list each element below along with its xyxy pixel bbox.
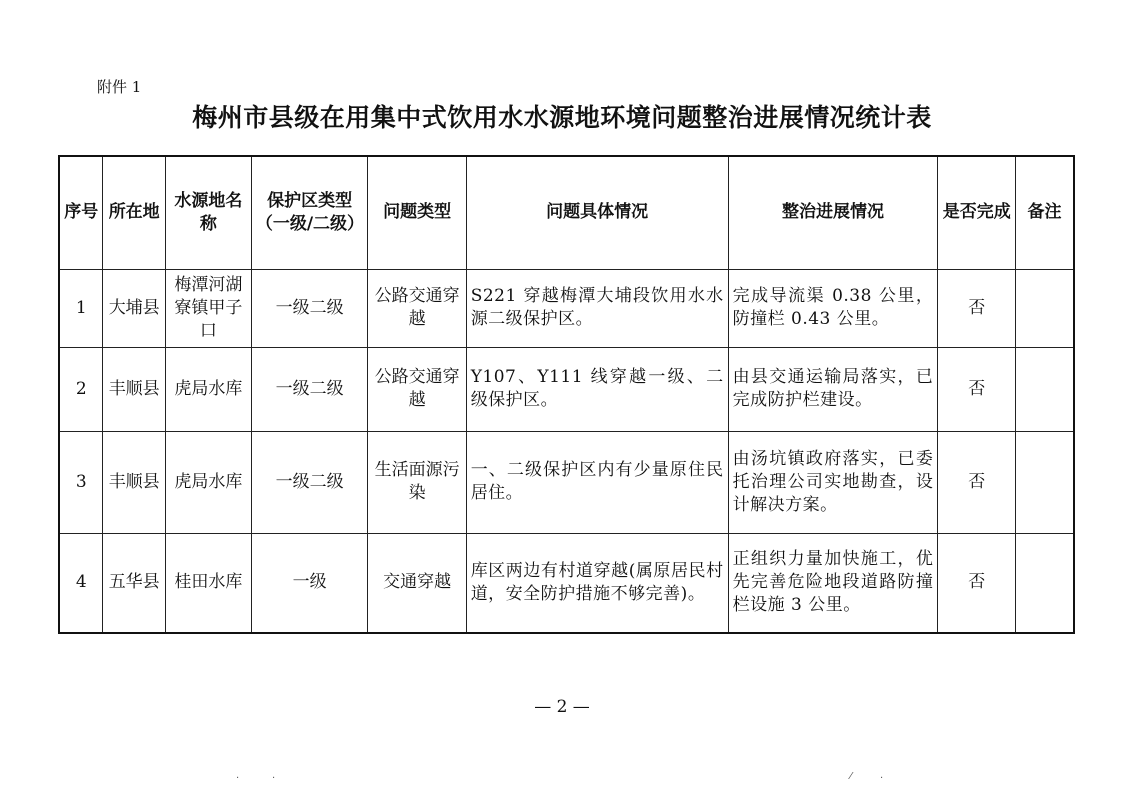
source-cell: 虎局水库 bbox=[165, 431, 251, 533]
progress-cell: 由汤坑镇政府落实，已委托治理公司实地勘查，设计解决方案。 bbox=[728, 431, 938, 533]
issue-type-cell: 交通穿越 bbox=[368, 533, 466, 633]
header-cell: 水源地名称 bbox=[165, 156, 251, 269]
location-cell: 大埔县 bbox=[103, 269, 165, 347]
page-number: — 2 — bbox=[534, 697, 590, 717]
header-cell: 整治进展情况 bbox=[728, 156, 938, 269]
row-number: 4 bbox=[59, 533, 103, 633]
scan-speck: · bbox=[880, 773, 884, 784]
progress-cell: 由县交通运输局落实，已完成防护栏建设。 bbox=[728, 347, 938, 431]
scan-speck: · bbox=[272, 773, 276, 784]
header-cell: 序号 bbox=[59, 156, 103, 269]
remark-cell bbox=[1016, 533, 1074, 633]
page-title: 梅州市县级在用集中式饮用水水源地环境问题整治进展情况统计表 bbox=[192, 103, 932, 132]
source-cell: 虎局水库 bbox=[165, 347, 251, 431]
issue-type-cell: 生活面源污染 bbox=[368, 431, 466, 533]
remark-cell bbox=[1016, 431, 1074, 533]
remark-cell bbox=[1016, 347, 1074, 431]
header-cell: 保护区类型（一级/二级） bbox=[251, 156, 368, 269]
scan-speck: ⁄ bbox=[850, 771, 852, 782]
table-row bbox=[59, 431, 1074, 533]
row-number: 3 bbox=[59, 431, 103, 533]
source-cell: 梅潭河湖寮镇甲子口 bbox=[165, 269, 251, 347]
zone-cell: 一级二级 bbox=[251, 431, 368, 533]
done-cell: 否 bbox=[938, 269, 1016, 347]
row-number: 1 bbox=[59, 269, 103, 347]
zone-cell: 一级二级 bbox=[251, 347, 368, 431]
issue-detail-cell: 库区两边有村道穿越(属原居民村道，安全防护措施不够完善)。 bbox=[466, 533, 728, 633]
location-cell: 丰顺县 bbox=[103, 431, 165, 533]
location-cell: 五华县 bbox=[103, 533, 165, 633]
scan-speck: · bbox=[236, 773, 240, 784]
issue-type-cell: 公路交通穿越 bbox=[368, 347, 466, 431]
table-row bbox=[59, 533, 1074, 633]
progress-cell: 正组织力量加快施工，优先完善危险地段道路防撞栏设施 3 公里。 bbox=[728, 533, 938, 633]
header-cell: 所在地 bbox=[103, 156, 165, 269]
zone-cell: 一级二级 bbox=[251, 269, 368, 347]
table-row bbox=[59, 347, 1074, 431]
header-cell: 问题类型 bbox=[368, 156, 466, 269]
issue-detail-cell: 一、二级保护区内有少量原住民居住。 bbox=[466, 431, 728, 533]
header-cell: 是否完成 bbox=[938, 156, 1016, 269]
issue-type-cell: 公路交通穿越 bbox=[368, 269, 466, 347]
issue-detail-cell: Y107、Y111 线穿越一级、二级保护区。 bbox=[466, 347, 728, 431]
table-header-row bbox=[59, 156, 1074, 269]
done-cell: 否 bbox=[938, 431, 1016, 533]
row-number: 2 bbox=[59, 347, 103, 431]
issue-detail-cell: S221 穿越梅潭大埔段饮用水水源二级保护区。 bbox=[466, 269, 728, 347]
zone-cell: 一级 bbox=[251, 533, 368, 633]
table-row bbox=[59, 269, 1074, 347]
attachment-label: 附件 1 bbox=[97, 78, 142, 96]
done-cell: 否 bbox=[938, 533, 1016, 633]
header-cell: 问题具体情况 bbox=[466, 156, 728, 269]
statistics-table bbox=[58, 155, 1075, 634]
source-cell: 桂田水库 bbox=[165, 533, 251, 633]
header-cell: 备注 bbox=[1016, 156, 1074, 269]
location-cell: 丰顺县 bbox=[103, 347, 165, 431]
done-cell: 否 bbox=[938, 347, 1016, 431]
remark-cell bbox=[1016, 269, 1074, 347]
progress-cell: 完成导流渠 0.38 公里，防撞栏 0.43 公里。 bbox=[728, 269, 938, 347]
